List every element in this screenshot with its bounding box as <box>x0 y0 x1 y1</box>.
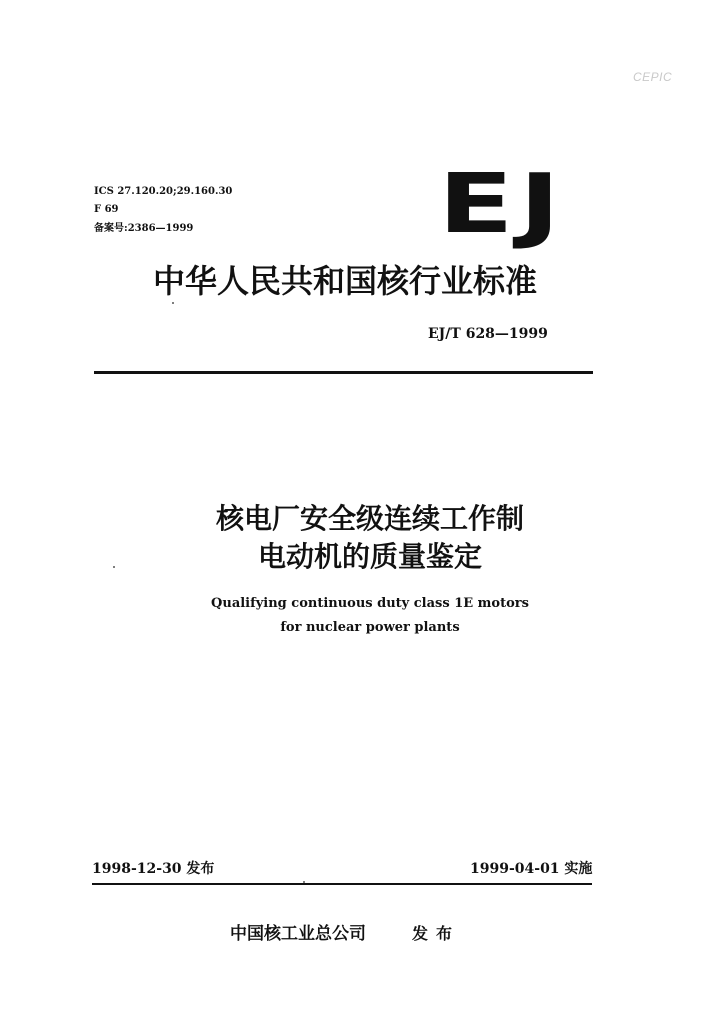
footer-rule <box>92 883 592 885</box>
ej-logo: EJ <box>438 157 566 252</box>
document-title-line1: 核电厂安全级连续工作制 <box>215 502 524 535</box>
ics-code: ICS 27.120.20;29.160.30 <box>94 186 233 197</box>
effective-date: 1999-04-01 实施 <box>470 861 593 877</box>
standard-code: EJ/T 628—1999 <box>428 326 548 342</box>
cepic-watermark: CEPIC <box>633 70 673 84</box>
speck <box>172 302 174 304</box>
publisher-name: 中国核工业总公司 <box>230 924 366 944</box>
issue-date: 1998-12-30 发布 <box>92 861 215 877</box>
header-rule <box>94 371 593 374</box>
speck <box>113 566 115 568</box>
record-number: 备案号:2386—1999 <box>94 223 194 234</box>
document-title-line2: 电动机的质量鉴定 <box>257 540 482 573</box>
english-title-line2: for nuclear power plants <box>280 620 460 635</box>
publish-label: 发布 <box>412 924 461 943</box>
standard-title: 中华人民共和国核行业标准 <box>152 262 537 300</box>
english-title-line1: Qualifying continuous duty class 1E motors <box>211 596 529 611</box>
ccs-code: F 69 <box>94 204 119 215</box>
